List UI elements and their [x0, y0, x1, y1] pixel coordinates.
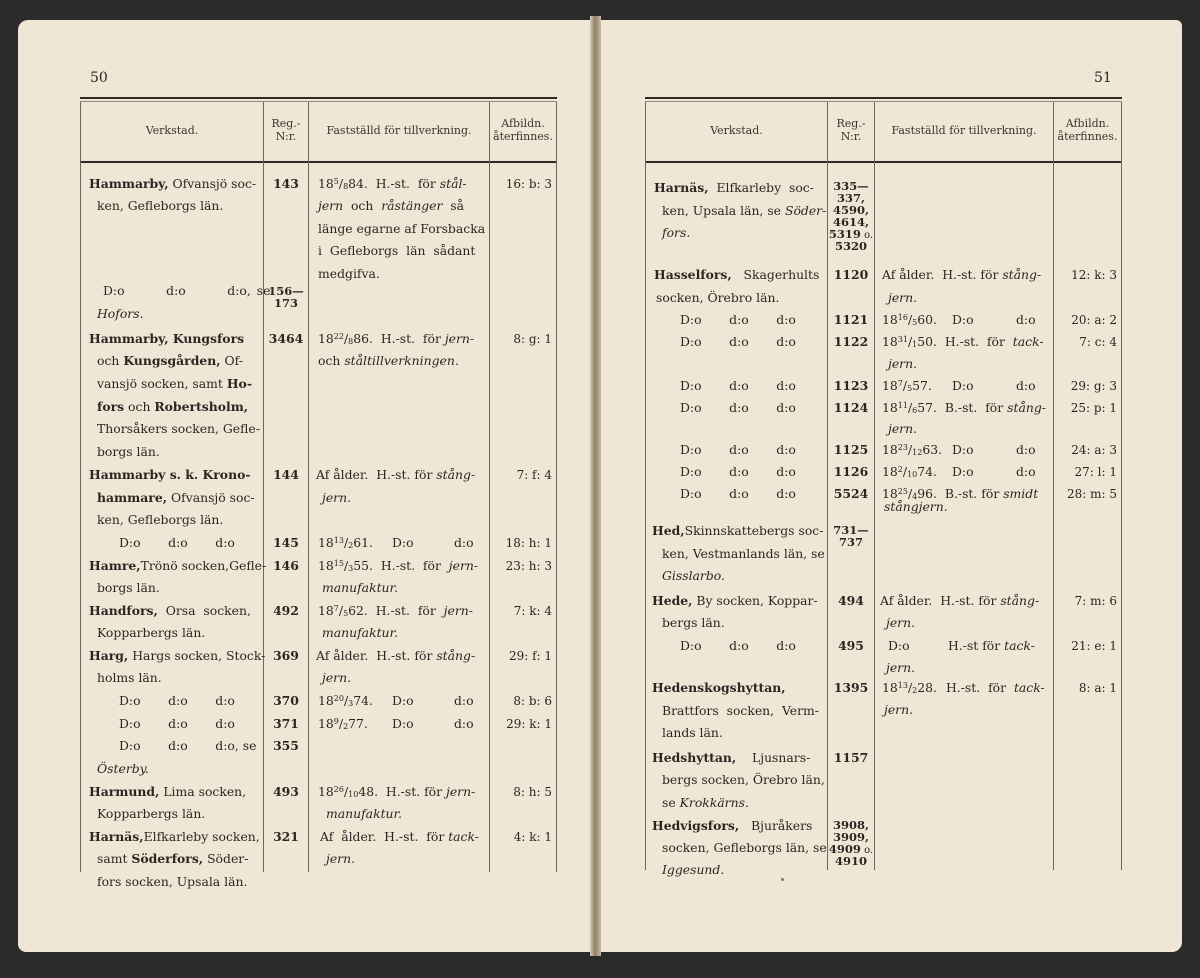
- text-line: 28: m: 5: [1067, 487, 1117, 501]
- text-line: ken, Upsala län, se: [662, 203, 785, 218]
- text-line: 8: a: 1: [1078, 681, 1117, 695]
- table-top-rule-thin: [80, 101, 557, 102]
- text-line: Thorsåkers socken, Gefle-: [97, 421, 260, 436]
- text-line: samt: [97, 851, 132, 866]
- text-line: Handfors,: [89, 603, 158, 618]
- text-line: stång-: [436, 648, 476, 663]
- text-line: d:o: [454, 693, 474, 708]
- text-line: 18: [882, 442, 898, 457]
- text-line: 18: [318, 603, 334, 618]
- text-line: 29: g: 3: [1070, 379, 1117, 393]
- text-line: 146: [273, 558, 299, 573]
- text-line: manufaktur.: [326, 806, 403, 821]
- text-line: Af ålder. H.-st. för: [880, 593, 1001, 608]
- text-line: 29: f: 1: [508, 649, 552, 663]
- text-line: jern: [318, 198, 344, 213]
- text-line: Kopparbergs län.: [97, 625, 206, 640]
- text-line: 23: h: 3: [505, 559, 552, 573]
- text-line: i Gefleborgs län sådant: [318, 243, 476, 258]
- header-verkstad: Verkstad.: [710, 124, 763, 137]
- text-line: stång-: [436, 467, 476, 482]
- text-line: 12: k: 3: [1071, 268, 1117, 282]
- text-line: Hede,: [652, 593, 693, 608]
- text-line: 6: [912, 406, 918, 415]
- text-line: jern-: [448, 558, 479, 573]
- text-line: D:o d:o d:o: [680, 378, 796, 393]
- text-line: D:o d:o d:o: [680, 486, 796, 501]
- text-line: Reg.-: [836, 117, 866, 130]
- text-line: socken, Örebro län.: [656, 290, 780, 305]
- text-line: jern.: [322, 490, 352, 505]
- text-line: 18: [318, 558, 334, 573]
- text-line: N:r.: [840, 130, 862, 143]
- text-line: 18: [318, 176, 334, 191]
- text-line: 96. B.-st. för: [917, 486, 1004, 501]
- text-line: 1: [912, 340, 918, 349]
- text-line: 5: [912, 318, 918, 327]
- text-line: D:o: [952, 442, 974, 457]
- text-line: Söder-: [203, 851, 249, 866]
- text-line: Gisslarbo.: [662, 568, 725, 583]
- text-line: ken, Vestmanlands län, se: [662, 546, 825, 561]
- text-line: tack-: [448, 829, 479, 844]
- text-line: Elfkarleby socken,: [143, 829, 260, 844]
- text-line: Bjuråkers: [739, 818, 813, 833]
- text-line: 369: [273, 648, 299, 663]
- text-line: 28.: [917, 680, 937, 695]
- text-line: D:o d:o d:o: [119, 693, 235, 708]
- text-line: 23: [897, 443, 908, 452]
- text-line: Hedshyttan,: [652, 750, 737, 765]
- text-line: Ho-: [226, 376, 252, 391]
- text-line: 8: [343, 182, 349, 191]
- text-line: medgifva.: [318, 266, 380, 281]
- text-line: 13: [897, 681, 908, 690]
- text-line: 1395: [833, 680, 869, 695]
- text-line: stångjern.: [884, 499, 948, 514]
- text-line: 3909,: [832, 830, 869, 844]
- text-line: Ofvansjö soc-: [168, 176, 257, 191]
- text-line: 4: [912, 492, 918, 501]
- text-line: D:o d:o d:o: [119, 535, 235, 550]
- text-line: D:o: [392, 535, 414, 550]
- text-line: 74.: [353, 693, 373, 708]
- text-line: Harnäs,: [89, 829, 144, 844]
- text-line: D:o d:o d:o, se: [103, 283, 271, 298]
- column-divider: [80, 102, 81, 872]
- text-line: 1121: [833, 312, 869, 327]
- text-line: vansjö socken, samt: [97, 376, 227, 391]
- text-line: manufaktur.: [322, 625, 399, 640]
- text-line: 4909: [828, 842, 861, 856]
- text-line: 21: e: 1: [1071, 639, 1117, 653]
- text-line: 337,: [836, 191, 865, 205]
- column-divider: [489, 102, 490, 872]
- text-line: 2: [912, 686, 918, 695]
- text-line: 61.: [353, 535, 373, 550]
- text-line: 18: [318, 693, 334, 708]
- text-line: manufaktur.: [322, 580, 399, 595]
- header-afbildn: [490, 117, 556, 143]
- text-line: 48. H.-st. för: [358, 784, 446, 799]
- text-line: socken, Gefleborgs län, se: [662, 840, 827, 855]
- text-line: Harmund,: [89, 784, 160, 799]
- text-line: jern.: [888, 421, 918, 436]
- text-line: o.: [860, 845, 874, 856]
- text-line: 77.: [348, 716, 368, 731]
- text-line: hammare,: [97, 490, 168, 505]
- text-line: 13: [333, 536, 344, 545]
- text-line: smidt: [1003, 486, 1039, 501]
- column-divider: [556, 102, 557, 872]
- text-line: 144: [273, 467, 299, 482]
- text-line: Hargs socken, Stock-: [128, 648, 266, 663]
- text-line: 1126: [833, 464, 869, 479]
- page-number: 51: [1094, 70, 1112, 86]
- header-afbildn: [1054, 117, 1121, 143]
- text-line: Harg,: [89, 648, 129, 663]
- book-gutter: [590, 16, 601, 956]
- text-line: By socken, Koppar-: [692, 593, 818, 608]
- text-line: 20: a: 2: [1071, 313, 1117, 327]
- text-line: 156—: [268, 284, 304, 298]
- text-line: 8: g: 1: [513, 332, 552, 346]
- text-line: 57. B.-st. för: [917, 400, 1008, 415]
- text-line: 335—: [833, 179, 869, 193]
- text-line: 731—: [833, 523, 869, 537]
- text-line: 7: m: 6: [1074, 594, 1117, 608]
- text-line: Hammarby s. k. Krono-: [89, 467, 251, 482]
- text-line: o.: [860, 230, 874, 241]
- text-line: 18: [882, 486, 898, 501]
- text-line: 27: l: 1: [1074, 465, 1117, 479]
- text-line: fors.: [662, 225, 691, 240]
- text-line: 8: b: 6: [513, 694, 552, 708]
- text-line: jern.: [884, 702, 914, 717]
- text-line: borgs län.: [97, 444, 160, 459]
- text-line: 7: [333, 604, 339, 613]
- text-line: Iggesund.: [662, 862, 725, 877]
- text-line: 18: [882, 464, 898, 479]
- text-line: 18: [882, 400, 898, 415]
- text-line: fors socken, Upsala län.: [97, 874, 248, 889]
- text-line: ken, Gefleborgs län.: [97, 198, 224, 213]
- text-line: 2: [343, 722, 349, 731]
- text-line: se: [662, 795, 680, 810]
- text-line: ståltillverkningen.: [344, 353, 459, 368]
- text-line: jern.: [888, 356, 918, 371]
- text-line: stål-: [439, 176, 467, 191]
- text-line: 7: f: 4: [516, 468, 552, 482]
- column-divider: [874, 102, 875, 870]
- text-line: och: [97, 353, 124, 368]
- text-line: 5: [343, 609, 349, 618]
- text-line: Hofors.: [97, 306, 144, 321]
- text-line: Elfkarleby soc-: [708, 180, 814, 195]
- text-line: 18: [882, 312, 898, 327]
- text-line: Österby.: [97, 761, 149, 776]
- text-line: 5319: [828, 227, 861, 241]
- text-line: H.-st. för: [946, 680, 1014, 695]
- text-line: tack-: [1013, 680, 1045, 695]
- text-line: Hedenskogshyttan,: [652, 680, 786, 695]
- text-line: D:o d:o d:o: [680, 400, 796, 415]
- text-line: 3908,: [832, 818, 869, 832]
- text-line: holms län.: [97, 670, 162, 685]
- header-reg: [828, 117, 874, 143]
- column-divider: [263, 102, 264, 872]
- text-line: D:o d:o d:o: [680, 638, 796, 653]
- text-line: 74.: [917, 464, 937, 479]
- text-line: och: [343, 198, 382, 213]
- text-line: 18: [882, 334, 898, 349]
- text-line: 84. H.-st. för: [348, 176, 440, 191]
- text-line: 16: b: 3: [505, 177, 552, 191]
- text-line: Söderfors,: [131, 851, 204, 866]
- text-line: d:o: [1016, 442, 1036, 457]
- text-line: 15: [333, 559, 344, 568]
- text-line: Hasselfors,: [654, 267, 732, 282]
- text-line: 145: [273, 535, 299, 550]
- text-line: 495: [838, 638, 864, 653]
- table-top-rule: [80, 97, 557, 99]
- text-line: 7: c: 4: [1079, 335, 1117, 349]
- text-line: d:o: [1016, 378, 1036, 393]
- text-line: 60.: [917, 312, 937, 327]
- text-line: Robertsholm,: [154, 399, 249, 414]
- text-line: och: [124, 399, 155, 414]
- header-verkstad: Verkstad.: [145, 124, 199, 137]
- text-line: jern.: [888, 290, 918, 305]
- text-line: 492: [273, 603, 299, 618]
- text-line: 12: [912, 448, 923, 457]
- text-line: Ofvansjö soc-: [167, 490, 255, 505]
- text-line: 173: [273, 296, 298, 310]
- text-line: Of-: [220, 353, 244, 368]
- text-line: länge egarne af Forsbacka: [318, 221, 486, 236]
- text-line: stång-: [1002, 267, 1042, 282]
- text-line: 18: [318, 535, 334, 550]
- page-number: 50: [90, 70, 108, 86]
- text-line: Afbildn.: [501, 117, 545, 130]
- text-line: 4910: [834, 854, 867, 868]
- text-line: Hed,: [652, 523, 685, 538]
- text-line: 8: [348, 337, 354, 346]
- column-divider: [1121, 102, 1122, 870]
- text-line: så: [442, 198, 465, 213]
- text-line: 371: [273, 716, 299, 731]
- text-line: råstänger: [381, 198, 443, 213]
- text-line: Söder-: [784, 203, 827, 218]
- text-line: 3464: [268, 331, 304, 346]
- text-line: 22: [333, 332, 344, 341]
- text-line: d:o: [1016, 464, 1036, 479]
- text-line: Lima socken,: [159, 784, 247, 799]
- text-line: 25: p: 1: [1070, 401, 1117, 415]
- text-line: 1124: [833, 400, 869, 415]
- text-line: jern.: [326, 851, 356, 866]
- text-line: 86. H.-st. för: [353, 331, 445, 346]
- text-line: 1157: [833, 750, 869, 765]
- text-line: jern-: [445, 784, 476, 799]
- text-line: 493: [273, 784, 299, 799]
- column-divider: [645, 102, 646, 870]
- text-line: Af ålder. H.-st. för: [882, 267, 1003, 282]
- text-line: D:o d:o d:o: [680, 442, 796, 457]
- text-line: Af ålder. H.-st. för: [316, 467, 437, 482]
- text-line: tack-: [1004, 638, 1035, 653]
- text-line: D:o d:o d:o: [119, 716, 235, 731]
- text-line: D:o: [392, 693, 414, 708]
- text-line: Hammarby, Kungsfors: [89, 331, 245, 346]
- header-faststald: Fastställd för tillverkning.: [326, 124, 472, 137]
- text-line: lands län.: [662, 725, 723, 740]
- text-line: borgs län.: [97, 580, 160, 595]
- text-line: D:o: [952, 312, 974, 327]
- text-line: stång-: [1000, 593, 1040, 608]
- text-line: Afbildn.: [1065, 117, 1110, 130]
- text-line: jern-: [443, 603, 473, 618]
- text-line: 18: h: 1: [505, 536, 552, 550]
- text-line: 5320: [834, 239, 867, 253]
- text-line: D:o d:o d:o: [680, 334, 796, 349]
- text-line: 16: [897, 313, 908, 322]
- text-line: 31: [897, 335, 908, 344]
- ink-speck: [781, 878, 784, 881]
- text-line: N:r.: [275, 130, 297, 143]
- text-line: 18: [318, 784, 334, 799]
- text-line: återfinnes.: [1057, 130, 1118, 143]
- text-line: Kungsgården,: [123, 353, 221, 368]
- text-line: Ljusnars-: [736, 750, 811, 765]
- text-line: 5: [907, 384, 913, 393]
- text-line: tack-: [1012, 334, 1044, 349]
- text-line: 4590,: [832, 203, 869, 217]
- text-line: Kopparbergs län.: [97, 806, 206, 821]
- text-line: 7: k: 4: [513, 604, 552, 618]
- column-divider: [308, 102, 309, 872]
- text-line: bergs socken, Örebro län,: [662, 772, 825, 787]
- text-line: 25: [897, 487, 908, 496]
- text-line: 10: [907, 470, 918, 479]
- text-line: Af ålder. H.-st. för: [316, 648, 437, 663]
- text-line: Hamre,: [89, 558, 141, 573]
- text-line: bergs län.: [662, 615, 725, 630]
- text-line: 55. H.-st. för: [353, 558, 449, 573]
- text-line: 1125: [833, 442, 869, 457]
- text-line: jern-: [444, 331, 475, 346]
- text-line: 494: [838, 593, 864, 608]
- text-line: Harnäs,: [654, 180, 709, 195]
- text-line: 9: [333, 717, 339, 726]
- text-line: 4614,: [832, 215, 869, 229]
- text-line: Skagerhults: [731, 267, 820, 282]
- text-line: D:o: [392, 716, 414, 731]
- text-line: Brattfors socken, Verm-: [662, 703, 819, 718]
- text-line: 62. H.-st. för: [348, 603, 444, 618]
- text-line: 11: [897, 401, 908, 410]
- text-line: 29: k: 1: [506, 717, 552, 731]
- text-line: återfinnes.: [493, 130, 553, 143]
- text-line: 3: [348, 564, 354, 573]
- text-line: jern.: [322, 670, 352, 685]
- text-line: ken, Gefleborgs län.: [97, 512, 224, 527]
- text-line: D:o d:o d:o: [680, 464, 796, 479]
- text-line: 5: [333, 177, 339, 186]
- table-top-rule-thin: [645, 101, 1122, 102]
- text-line: 57.: [912, 378, 932, 393]
- text-line: 3: [348, 699, 354, 708]
- text-line: 18: [882, 680, 898, 695]
- text-line: jern.: [886, 660, 916, 675]
- text-line: 1122: [833, 334, 869, 349]
- text-line: 8: h: 5: [513, 785, 552, 799]
- text-line: 50. H.-st. för: [917, 334, 1013, 349]
- text-line: 18: [318, 716, 334, 731]
- table-top-rule: [645, 97, 1122, 99]
- text-line: D:o: [888, 638, 910, 653]
- text-line: jern.: [886, 615, 916, 630]
- text-line: 143: [273, 176, 299, 191]
- text-line: 18: [882, 378, 898, 393]
- text-line: d:o: [454, 535, 474, 550]
- text-line: Reg.-: [271, 117, 301, 130]
- text-line: Krokkärns.: [679, 795, 749, 810]
- text-line: 18: [318, 331, 334, 346]
- header-bottom-rule: [80, 161, 557, 163]
- text-line: 1123: [833, 378, 869, 393]
- text-line: d:o: [454, 716, 474, 731]
- text-line: 4: k: 1: [513, 830, 552, 844]
- header-reg: [264, 117, 308, 143]
- text-line: 321: [273, 829, 299, 844]
- text-line: 5524: [833, 486, 869, 501]
- text-line: 2: [897, 465, 903, 474]
- text-line: 24: a: 3: [1071, 443, 1117, 457]
- text-line: D:o: [952, 464, 974, 479]
- text-line: D:o: [952, 378, 974, 393]
- text-line: 20: [333, 694, 344, 703]
- text-line: Orsa socken,: [157, 603, 251, 618]
- text-line: 1120: [833, 267, 869, 282]
- header-bottom-rule: [645, 161, 1122, 163]
- text-line: Af ålder. H.-st. för: [320, 829, 449, 844]
- text-line: 10: [348, 790, 359, 799]
- text-line: 355: [273, 738, 299, 753]
- text-line: Hammarby,: [89, 176, 169, 191]
- text-line: 63.: [922, 442, 943, 457]
- text-line: /: [338, 176, 344, 191]
- text-line: stång-: [1007, 400, 1046, 415]
- text-line: D:o d:o d:o: [680, 312, 796, 327]
- text-line: Hedvigsfors,: [652, 818, 740, 833]
- text-line: Trönö socken,Gefle-: [140, 558, 267, 573]
- text-line: d:o: [1016, 312, 1036, 327]
- text-line: och: [318, 353, 345, 368]
- text-line: 370: [273, 693, 299, 708]
- text-line: H.-st för: [948, 638, 1005, 653]
- text-line: 737: [838, 535, 863, 549]
- text-line: 7: [897, 379, 903, 388]
- text-line: 2: [348, 541, 354, 550]
- text-line: D:o d:o d:o, se: [119, 738, 257, 753]
- text-line: fors: [97, 399, 125, 414]
- text-line: Skinnskattebergs soc-: [684, 523, 824, 538]
- text-line: 26: [333, 785, 344, 794]
- header-faststald: Fastställd för tillverkning.: [891, 124, 1037, 137]
